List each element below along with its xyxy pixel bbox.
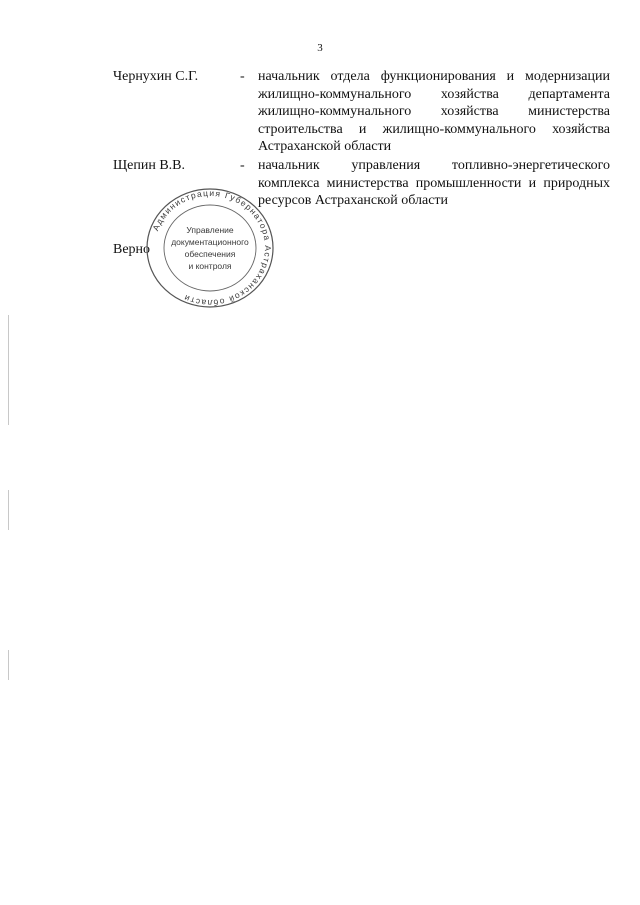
member-name: Чернухин С.Г. bbox=[113, 69, 199, 84]
member-description: начальник отдела функционирования и модернизации жилищно-коммунального хозяйства департамента жилищно-коммунального хозяйства министерства строительства и жилищно-коммунального хозяйства Астраханской области bbox=[258, 69, 610, 154]
scan-artifact-line bbox=[8, 315, 9, 425]
member-description: начальник управления топливно-энергетического комплекса министерства промышленности и природных ресурсов Астраханской области bbox=[258, 158, 610, 208]
stamp-inner-line: документационного bbox=[171, 237, 249, 247]
stamp-inner-line: обеспечения bbox=[184, 249, 236, 259]
member-name: Щепин В.В. bbox=[113, 158, 185, 173]
member-entry bbox=[113, 68, 610, 156]
verno-label: Верно bbox=[113, 242, 151, 257]
stamp-outer-text: Администрация Губернатора Астраханской области bbox=[150, 187, 274, 309]
stamp-inner-ring bbox=[164, 205, 256, 291]
stamp-inner-line: и контроля bbox=[188, 261, 232, 271]
member-dash: - bbox=[240, 158, 245, 173]
scan-artifact-line bbox=[8, 490, 9, 530]
member-dash: - bbox=[240, 69, 245, 84]
stamp-inner-line: Управление bbox=[186, 225, 234, 235]
official-stamp bbox=[145, 187, 275, 309]
page-number: 3 bbox=[317, 42, 323, 54]
scan-artifact-line bbox=[8, 650, 9, 680]
